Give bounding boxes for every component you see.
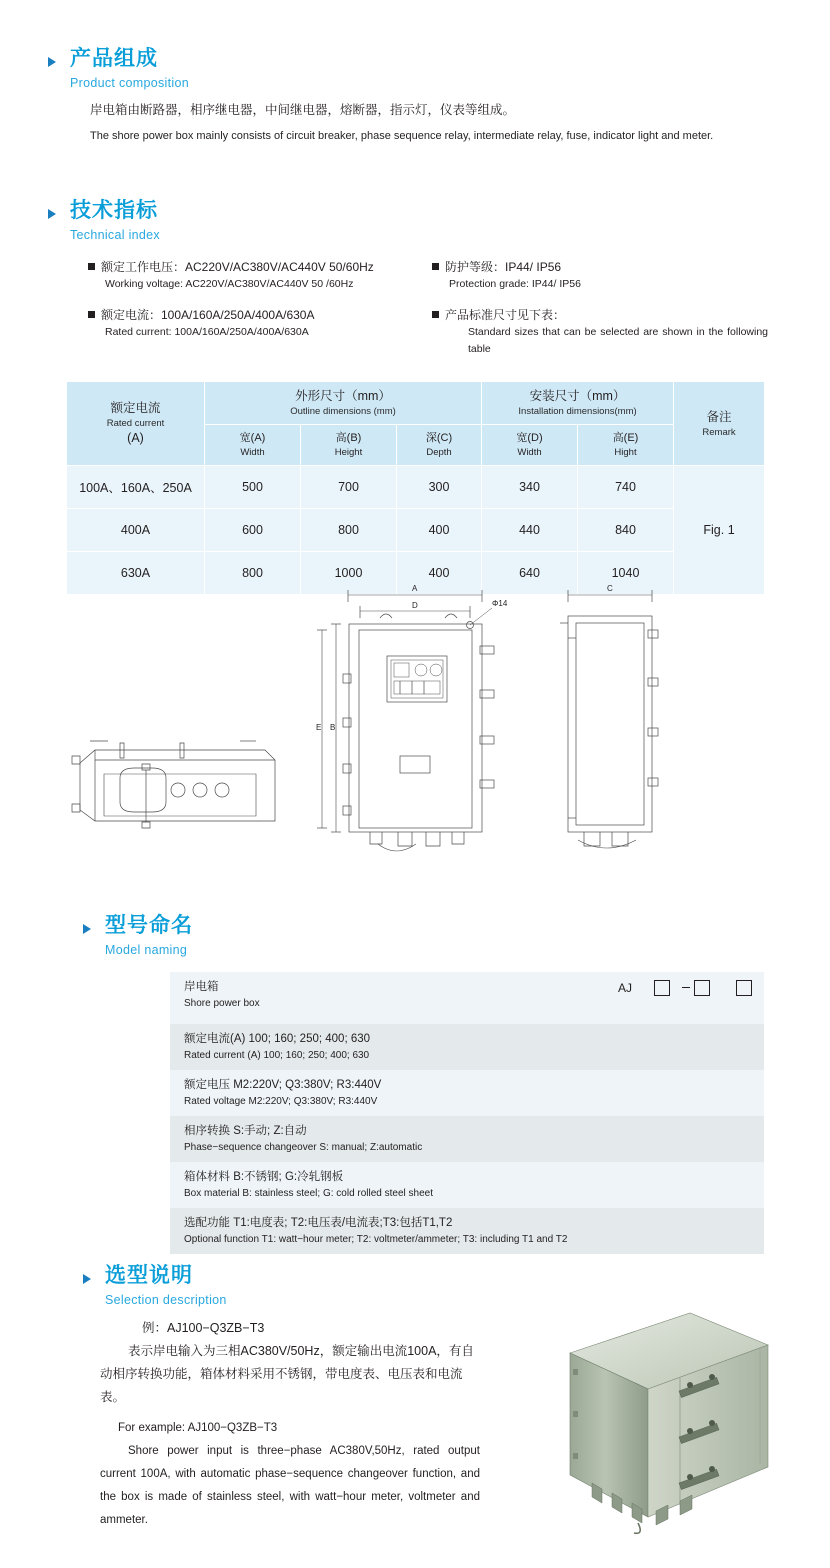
section-title-en: Selection description <box>105 1293 227 1307</box>
tech-index-item-voltage <box>88 258 438 293</box>
section-title-en: Technical index <box>70 228 160 242</box>
cell-a: 800 <box>205 552 301 595</box>
cell-d: 440 <box>482 509 578 552</box>
cell-c: 300 <box>397 466 482 509</box>
model-naming-row-material <box>170 1162 764 1208</box>
section-title-cn: 技术指标 <box>70 199 158 222</box>
section-heading-product-composition <box>70 48 189 93</box>
section-title-cn: 产品组成 <box>70 47 158 70</box>
th-remark-en: Remark <box>702 426 736 438</box>
tech-index-item-cn <box>432 306 767 324</box>
bullet-arrow-icon <box>83 1274 91 1284</box>
model-code-box-2 <box>694 980 710 996</box>
cell-b: 800 <box>301 509 397 552</box>
cell-a: 600 <box>205 509 301 552</box>
th-sub-width-d <box>482 425 578 466</box>
cell-c: 400 <box>397 509 482 552</box>
tech-index-item-en: Working voltage: AC220V/AC380V/AC440V 50 /60Hz <box>105 278 354 290</box>
section-title-cn: 型号命名 <box>105 914 193 937</box>
dim-label-a: A <box>412 584 418 593</box>
dim-label-c: C <box>607 584 613 593</box>
th-remark-cn: 备注 <box>706 409 732 424</box>
cell-e: 1040 <box>578 552 674 595</box>
dim-label-b: B <box>330 723 336 732</box>
tech-index-item-en: Rated current: 100A/160A/250A/400A/630A <box>105 326 309 338</box>
tech-index-item-protection <box>432 258 762 293</box>
th-sub-en: Depth <box>426 447 452 458</box>
model-naming-cn: 选配功能 T1:电度表; T2:电压表/电流表;T3:包括T1,T2 <box>184 1217 453 1229</box>
drawing-front-view <box>317 590 494 851</box>
selection-body-cn: 表示岸电输入为三相AC380V/50Hz，额定输出电流100A，有自动相序转换功能，箱体材料采用不锈钢，带电度表、电压表和电流表。 <box>100 1344 474 1404</box>
model-naming-row-changeover <box>170 1116 764 1162</box>
technical-drawing <box>60 578 770 868</box>
th-sub-cn: 宽(A) <box>239 432 266 444</box>
th-rated-current-cn: 额定电流 <box>110 401 161 415</box>
dim-label-e: E <box>316 723 322 732</box>
model-code-box-3 <box>736 980 752 996</box>
tech-index-label-cn: 防护等级：IP44/ IP56 <box>445 260 562 274</box>
drawing-top-view <box>72 741 275 828</box>
th-sub-en: Height <box>334 447 363 458</box>
cell-d: 640 <box>482 552 578 595</box>
product-photo-svg <box>540 1305 780 1535</box>
model-code-box-1 <box>654 980 670 996</box>
product-composition-body-cn: 岸电箱由断路器，相序继电器，中间继电器，熔断器，指示灯，仪表等组成。 <box>90 103 516 117</box>
table-row <box>67 509 765 552</box>
th-sub-cn: 高(B) <box>335 432 362 444</box>
th-install-en: Installation dimensions(mm) <box>518 406 637 417</box>
model-naming-en: Shore power box <box>184 998 260 1009</box>
cell-c: 400 <box>397 552 482 595</box>
tech-index-item-en: Standard sizes that can be selected are shown in the following table <box>468 326 768 355</box>
model-naming-en: Box material B: stainless steel; G: cold rolled steel sheet <box>184 1188 434 1199</box>
selection-body-en: Shore power input is three−phase AC380V,50Hz, rated output current 100A, with automatic phase−sequence changeover function, and the box is made of stainless steel, with watt−hour meter, voltmeter and ammeter. <box>100 1445 480 1526</box>
section-heading-technical-index <box>70 200 160 245</box>
square-bullet-icon <box>88 311 95 318</box>
model-naming-en: Rated current (A) 100; 160; 250; 400; 630 <box>184 1050 370 1061</box>
section-title-en: Product composition <box>70 76 189 90</box>
model-naming-en: Optional function T1: watt−hour meter; T2: voltmeter/ammeter; T3: including T1 and T2 <box>184 1234 568 1245</box>
model-naming-row-voltage <box>170 1070 764 1116</box>
selection-example-en: For example: AJ100−Q3ZB−T3 <box>118 1422 278 1434</box>
model-naming-row-optional <box>170 1208 764 1254</box>
cell-a: 500 <box>205 466 301 509</box>
cell-current: 630A <box>67 552 205 595</box>
dim-label-d: D <box>412 601 418 610</box>
product-composition-body-en: The shore power box mainly consists of circuit breaker, phase sequence relay, intermediate relay, fuse, indicator light and meter. <box>90 130 714 142</box>
th-sub-height-b <box>301 425 397 466</box>
model-naming-cn: 岸电箱 <box>184 981 219 993</box>
drawing-svg <box>60 578 770 868</box>
tech-index-item-standard-sizes <box>432 306 767 358</box>
table-row <box>67 466 765 509</box>
cell-e: 840 <box>578 509 674 552</box>
tech-index-item-en: Protection grade: IP44/ IP56 <box>449 278 581 290</box>
th-sub-height-e <box>578 425 674 466</box>
th-outline-cn: 外形尺寸（mm） <box>295 389 391 403</box>
th-rated-current <box>67 382 205 466</box>
drawing-side-view <box>560 590 658 848</box>
th-sub-en: Hight <box>614 447 637 458</box>
section-title-cn: 选型说明 <box>105 1264 193 1287</box>
model-naming-row-current <box>170 1024 764 1070</box>
square-bullet-icon <box>432 263 439 270</box>
model-code-prefix: AJ <box>618 981 633 995</box>
model-naming-cn: 箱体材料 B:不锈钢; G:冷轧钢板 <box>184 1171 344 1183</box>
model-naming-cn: 相序转换 S:手动; Z:自动 <box>184 1125 307 1137</box>
spec-table <box>66 381 765 595</box>
th-outline-dimensions <box>205 382 482 425</box>
th-sub-en: Width <box>517 447 542 458</box>
th-sub-cn: 深(C) <box>425 432 453 444</box>
square-bullet-icon <box>88 263 95 270</box>
spec-table-header-row-1 <box>67 382 765 425</box>
model-naming-en: Rated voltage M2:220V; Q3:380V; R3:440V <box>184 1096 378 1107</box>
tech-index-item-cn <box>432 258 762 276</box>
section-heading-selection-description <box>105 1265 227 1310</box>
th-sub-depth-c <box>397 425 482 466</box>
th-outline-en: Outline dimensions (mm) <box>290 406 396 417</box>
th-sub-cn: 高(E) <box>612 432 639 444</box>
model-naming-cn: 额定电流(A) 100; 160; 250; 400; 630 <box>184 1033 371 1045</box>
cell-current: 400A <box>67 509 205 552</box>
bullet-arrow-icon <box>83 924 91 934</box>
cell-d: 340 <box>482 466 578 509</box>
tech-index-item-current <box>88 306 438 341</box>
dim-label-hole: Φ14 <box>492 599 508 608</box>
model-code-dash <box>682 987 690 988</box>
tech-index-label-cn: 额定电流：100A/160A/250A/400A/630A <box>101 308 315 322</box>
model-naming-cn: 额定电压 M2:220V; Q3:380V; R3:440V <box>184 1079 382 1091</box>
th-sub-en: Width <box>240 447 265 458</box>
tech-index-item-cn <box>88 306 438 324</box>
selection-example-cn: 例：AJ100−Q3ZB−T3 <box>142 1321 265 1335</box>
bullet-arrow-icon <box>48 57 56 67</box>
th-rated-current-en: Rated current <box>106 418 165 429</box>
cell-e: 740 <box>578 466 674 509</box>
th-rated-current-unit: (A) <box>127 431 144 445</box>
cell-b: 700 <box>301 466 397 509</box>
model-naming-table <box>170 972 764 1254</box>
cell-b: 1000 <box>301 552 397 595</box>
bullet-arrow-icon <box>48 209 56 219</box>
model-naming-row-product <box>170 972 764 1024</box>
tech-index-label-cn: 产品标准尺寸见下表： <box>445 308 566 322</box>
th-sub-cn: 宽(D) <box>516 432 543 444</box>
th-remark <box>674 382 765 466</box>
th-sub-width-a <box>205 425 301 466</box>
th-install-dimensions <box>482 382 674 425</box>
th-install-cn: 安装尺寸（mm） <box>529 389 626 403</box>
tech-index-label-cn: 额定工作电压：AC220V/AC380V/AC440V 50/60Hz <box>101 260 374 274</box>
tech-index-item-cn <box>88 258 438 276</box>
section-heading-model-naming <box>105 915 193 960</box>
section-title-en: Model naming <box>105 943 188 957</box>
model-code-group <box>614 972 764 1024</box>
model-naming-en: Phase−sequence changeover S: manual; Z:automatic <box>184 1142 423 1153</box>
product-photo <box>540 1305 780 1535</box>
square-bullet-icon <box>432 311 439 318</box>
cell-remark: Fig. 1 <box>674 466 765 595</box>
cell-current: 100A、160A、250A <box>67 466 205 509</box>
